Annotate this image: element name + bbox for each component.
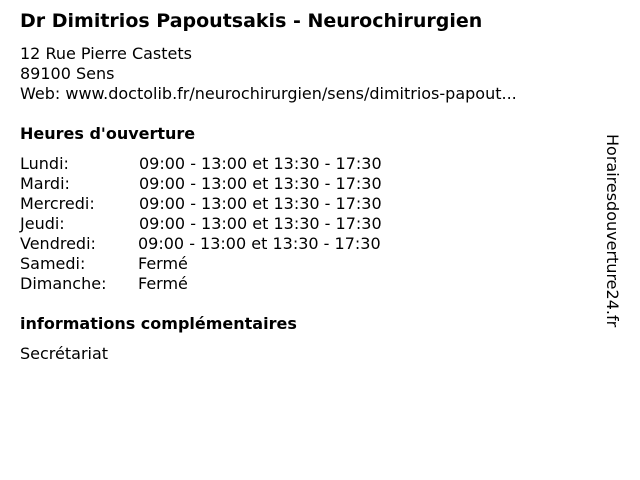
hours-value: 09:00 - 13:00 et 13:30 - 17:30 [138,234,381,253]
day-label: Vendredi: [20,234,96,253]
additional-info-text: Secrétariat [20,344,109,363]
hours-value: 09:00 - 13:00 et 13:30 - 17:30 [139,154,382,173]
hours-value: Fermé [138,254,188,273]
listing-title: Dr Dimitrios Papoutsakis - Neurochirurgien [20,10,483,32]
opening-hours-heading: Heures d'ouverture [20,124,196,143]
hours-value: Fermé [138,274,188,293]
website-link[interactable]: Web: www.doctolib.fr/neurochirurgien/sens/dimitrios-papout... [20,84,517,103]
day-label: Dimanche: [20,274,107,293]
address-block [20,44,517,104]
city-postcode: 89100 Sens [20,64,115,83]
hours-value: 09:00 - 13:00 et 13:30 - 17:30 [139,214,382,233]
additional-info-heading: informations complémentaires [20,314,297,333]
hours-value: 09:00 - 13:00 et 13:30 - 17:30 [139,174,382,193]
street-address: 12 Rue Pierre Castets [20,44,192,63]
day-label: Samedi: [20,254,86,273]
day-label: Mardi: [20,174,70,193]
site-watermark: Horairesdouverture24.fr [603,134,622,328]
day-label: Jeudi: [20,214,65,233]
day-label: Mercredi: [20,194,95,213]
hours-value: 09:00 - 13:00 et 13:30 - 17:30 [139,194,382,213]
day-label: Lundi: [20,154,69,173]
